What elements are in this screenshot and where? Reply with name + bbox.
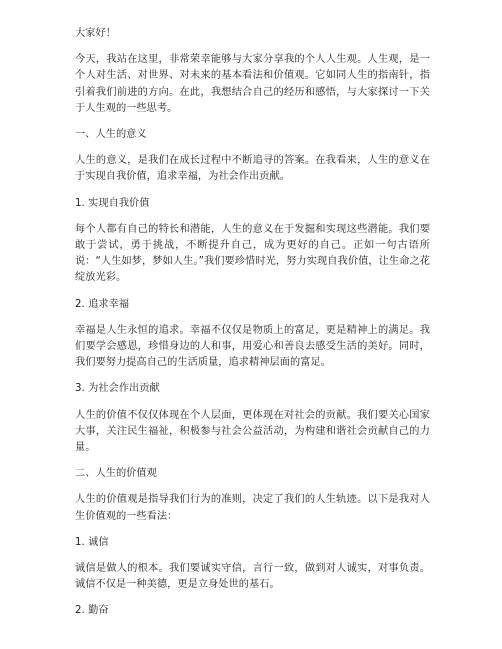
- subsection-text-happiness: 幸福是人生永恒的追求。幸福不仅仅是物质上的富足，更是精神上的满足。我们要学会感恩，珍惜身边的人和事，用爱心和善良去感受生活的美好。同时，我们要努力提高自己的生活质量，追求精神层面的富足。: [75, 324, 430, 369]
- subsection-text-contribution: 人生的价值不仅仅体现在个人层面，更体现在对社会的贡献。我们要关心国家大事，关注民生福祉，积极参与社会公益活动，为构建和谐社会贡献自己的力量。: [75, 409, 430, 454]
- speech-content: [75, 26, 430, 630]
- subsection-heading-self-value: 1. 实现自我价值: [75, 197, 150, 209]
- greeting: 大家好！: [75, 28, 116, 39]
- intro-paragraph: 今天，我站在这里，非常荣幸能够与大家分享我的个人人生观。人生观，是一个人对生活、对世界、对未来的基本看法和价值观。它如同人生的指南针，指引着我们前进的方向。在此，我想结合自己的经历和感悟，与大家探讨一下关于人生观的一些思考。: [75, 54, 430, 114]
- subsection-text-integrity: 诚信是做人的根本。我们要诚实守信，言行一致，做到对人诚实，对事负责。诚信不仅是一种美德，更是立身处世的基石。: [75, 563, 430, 591]
- section-heading-values: 二、人生的价值观: [75, 468, 157, 480]
- section-text-meaning: 人生的意义，是我们在成长过程中不断追寻的答案。在我看来，人生的意义在于实现自我价值，追求幸福，为社会作出贡献。: [75, 155, 430, 183]
- subsection-text-self-value: 每个人都有自己的特长和潜能，人生的意义在于发掘和实现这些潜能。我们要敢于尝试，勇于挑战，不断提升自己，成为更好的自己。正如一句古语所说：“人生如梦，梦如人生。”我们要珍惜时光，努力实现自我价值，让生命之花绽放光彩。: [75, 223, 430, 284]
- subsection-heading-integrity: 1. 诚信: [75, 536, 109, 548]
- subsection-heading-happiness: 2. 追求幸福: [75, 298, 130, 310]
- subsection-heading-contribution: 3. 为社会作出贡献: [75, 383, 160, 395]
- section-heading-meaning: 一、人生的意义: [75, 129, 147, 141]
- section-text-values: 人生的价值观是指导我们行为的准则，决定了我们的人生轨迹。以下是我对人生价值观的一些看法：: [75, 494, 430, 522]
- subsection-heading-diligence: 2. 勤奋: [75, 605, 109, 617]
